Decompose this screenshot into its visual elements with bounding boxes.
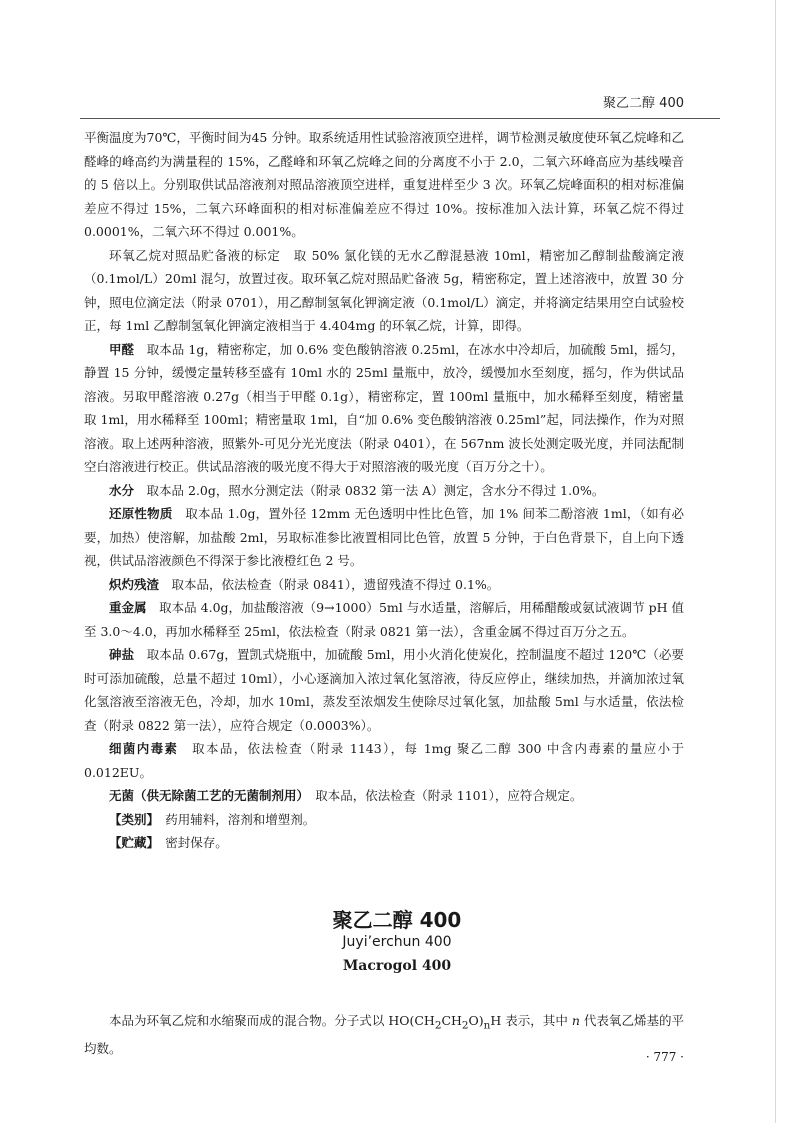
test-text: 取本品 0.67g，置凯式烧瓶中，加硫酸 5ml，用小火消化使炭化，控制温度不超过 120℃（必要时可添加硫酸，总量不超过 10ml），小心逐滴加入浓过氧化氢溶液，待反应停止，继续加热，并滴加浓过氧化氢溶液至溶液无色，冷却，加水 10ml，蒸发至浓烟发生使除尽过氧化氢，加盐酸 5ml 与水适量，依法检查（附录 0822 第一法），应符合规定（0.0003%）。 [84,647,684,733]
test-text: 取本品，依法检查（附录 1143），每 1mg 聚乙二醇 300 中含内毒素的量应小于 0.012EU。 [84,741,684,780]
test-lead: 砷盐 [109,647,135,662]
test-text: 取本品 2.0g，照水分测定法（附录 0832 第一法 A）测定，含水分不得过 1.0%。 [146,482,605,498]
subscript: n [483,1019,491,1031]
desc-text: O) [468,1012,484,1028]
subscript: 2 [461,1019,469,1031]
page-edge-line [775,0,776,1123]
storage-text: 密封保存。 [165,835,228,850]
monograph-pinyin: Juyi’erchun 400 [342,934,452,950]
desc-text: H 表示，其中 [490,1012,572,1028]
category-lead: 【类别】 [109,811,153,827]
desc-text: 本品为环氧乙烷和水缩聚而成的混合物。分子式以 HO(CH [109,1012,435,1028]
test-arsenic [84,643,684,737]
desc-text: CH [441,1012,462,1028]
test-residue-on-ignition [84,573,684,597]
test-text: 取本品 4.0g，加盐酸溶液（9→1000）5ml 与水适量，溶解后，用稀醋酸或氨试液调节 pH 值至 3.0～4.0，再加水稀释至 25ml，依法检查（附录 0821 第一法），含重金属不得过百万分之五。 [84,600,684,639]
test-endotoxins [84,737,684,784]
monograph-latin-name: Macrogol 400 [342,958,452,974]
storage-entry [84,831,684,855]
test-lead: 无菌（供无除菌工艺的无菌制剂用） [109,788,303,803]
category-text: 药用辅料，溶剂和增塑剂。 [165,811,316,827]
test-lead: 还原性物质 [109,506,173,521]
body-text [84,126,684,855]
test-lead: 重金属 [109,600,147,615]
page-number: · 777 · [645,1050,684,1064]
test-text: 取本品 1g，精密称定，加 0.6% 变色酸钠溶液 0.25ml，在冰水中冷却后，加硫酸 5ml，摇匀，静置 15 分钟，缓慢定量转移至盛有 10ml 水的 25ml 量瓶中，放冷，缓慢加水至刻度，摇匀，作为供试品溶液。另取甲醛溶液 0.27g（相当于甲醛 0.1g），精密称定，置 100ml 量瓶中，加水稀释至刻度，精密量取 1ml，用水稀释至 100ml；精密量取 1ml，自“加 0.6% 变色酸钠溶液 0.25ml”起，同法操作，作为对照溶液。取上述两种溶液，照紫外-可见分光光度法（附录 0401），在 567nm 波长处测定吸光度，并同法配制空白溶液进行校正。供试品溶液的吸光度不得大于对照溶液的吸光度（百万分之十）。 [84,341,684,474]
desc-text: 代表氧乙烯基的平均数。 [84,1012,685,1056]
storage-lead: 【贮藏】 [109,835,153,850]
subscript: 2 [434,1019,442,1031]
eo-reference-paragraph: 环氧乙烷对照品贮备液的标定 取 50% 氯化镁的无水乙醇混悬液 10ml，精密加乙醇制盐酸滴定液（0.1mol/L）20ml 混匀，放置过夜。取环氧乙烷对照品贮备液 5g，精密称定，置上述溶液中，放置 30 分钟，照电位滴定法（附录 0701），用乙醇制氢氧化钾滴定液（0.1mol/L）滴定，并将滴定结果用空白试验校正，每 1ml 乙醇制氢氧化钾滴定液相当于 4.404mg 的环氧乙烷，计算，即得。 [84,247,684,333]
test-lead: 炽灼残渣 [109,576,160,592]
monograph-title: 聚乙二醇 400 [332,908,462,932]
test-water [84,479,684,503]
variable-n: n [571,1012,580,1028]
test-text: 取本品，依法检查（附录 0841），遗留残渣不得过 0.1%。 [171,576,500,592]
category-entry [84,808,684,832]
test-text: 取本品 1.0g，置外径 12mm 无色透明中性比色管，加 1% 间苯二酚溶液 1ml，（如有必要，加热）使溶解，加盐酸 2ml，另取标准参比液置相同比色管，放置 5 分钟，于白色背景下，自上向下透视，供试品溶液颜色不得深于参比液橙红色 2 号。 [84,506,684,568]
test-lead: 水分 [109,482,135,498]
test-heavy-metals [84,596,684,643]
running-head: 聚乙二醇 400 [603,96,684,111]
test-lead: 甲醛 [109,341,135,357]
test-text: 取本品，依法检查（附录 1101），应符合规定。 [315,788,583,803]
header-rule [80,118,720,119]
test-reducing-substances [84,502,684,573]
gc-method-paragraph: 平衡温度为70℃，平衡时间为45 分钟。取系统适用性试验溶液顶空进样，调节检测灵敏度使环氧乙烷峰和乙醛峰的峰高约为满量程的 15%，乙醛峰和环氧乙烷峰之间的分离度不小于 2.0，二氧六环峰高应为基线噪音的 5 倍以上。分别取供试品溶液剂对照品溶液顶空进样，重复进样至少 3 次。环氧乙烷峰面积的相对标准偏差应不得过 15%，二氧六环峰面积的相对标准偏差应不得过 10%。按标准加入法计算，环氧乙烷不得过 0.0001%，二氧六环不得过 0.001%。 [84,130,684,239]
test-formaldehyde [84,338,684,479]
monograph-description [84,1009,684,1062]
test-lead: 细菌内毒素 [109,741,179,756]
test-sterility [84,784,684,808]
